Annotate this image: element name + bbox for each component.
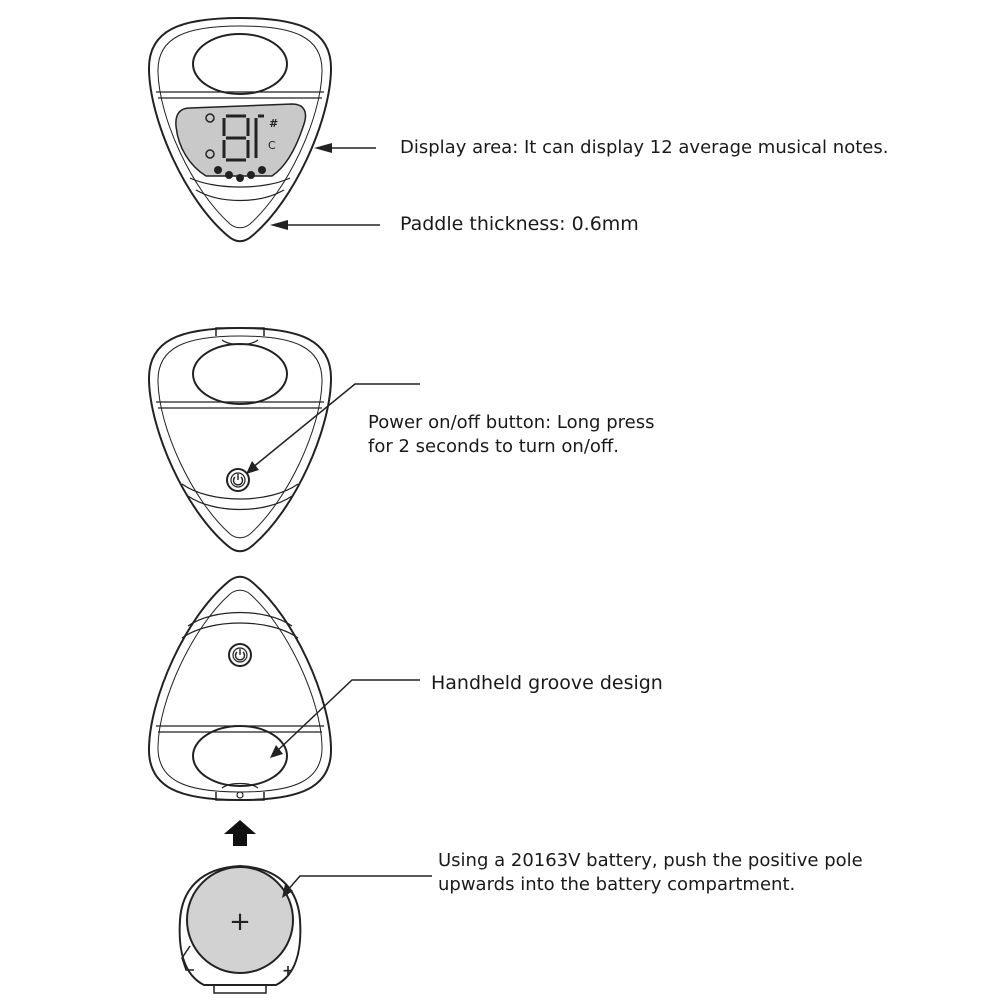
power-button-small[interactable] (229, 644, 251, 666)
groove-callout-arrow (270, 680, 420, 758)
battery-callout-label (438, 849, 863, 897)
pick-outline (149, 577, 331, 800)
note-letter: C (268, 139, 276, 152)
battery-callout-line-1: Using a 20163V battery, push the positive pole (438, 850, 863, 871)
display-callout-label: Display area: It can display 12 average musical notes. (400, 137, 889, 158)
arrow-up-icon (224, 820, 256, 846)
thickness-callout-arrow (270, 220, 380, 230)
power-callout-label (368, 411, 654, 459)
groove-callout-label: Handheld groove design (431, 672, 663, 694)
groove-top (193, 34, 287, 94)
thickness-callout-label: Paddle thickness: 0.6mm (400, 213, 639, 235)
power-button[interactable] (227, 469, 249, 491)
power-callout-line-2: for 2 seconds to turn on/off. (368, 436, 620, 457)
pick-inverted-view (149, 577, 331, 800)
battery-callout-arrow (282, 876, 432, 898)
display-callout-arrow (314, 143, 376, 153)
power-callout-line-1: Power on/off button: Long press (368, 412, 655, 433)
battery-callout-line-2: upwards into the battery compartment. (438, 874, 796, 895)
pick-outline (149, 328, 331, 551)
groove-top (193, 344, 287, 404)
battery-positive-symbol: + (229, 907, 251, 937)
sharp-symbol: # (269, 117, 279, 130)
pick-back-view (149, 328, 331, 551)
holder-positive-mark: + (282, 963, 294, 979)
